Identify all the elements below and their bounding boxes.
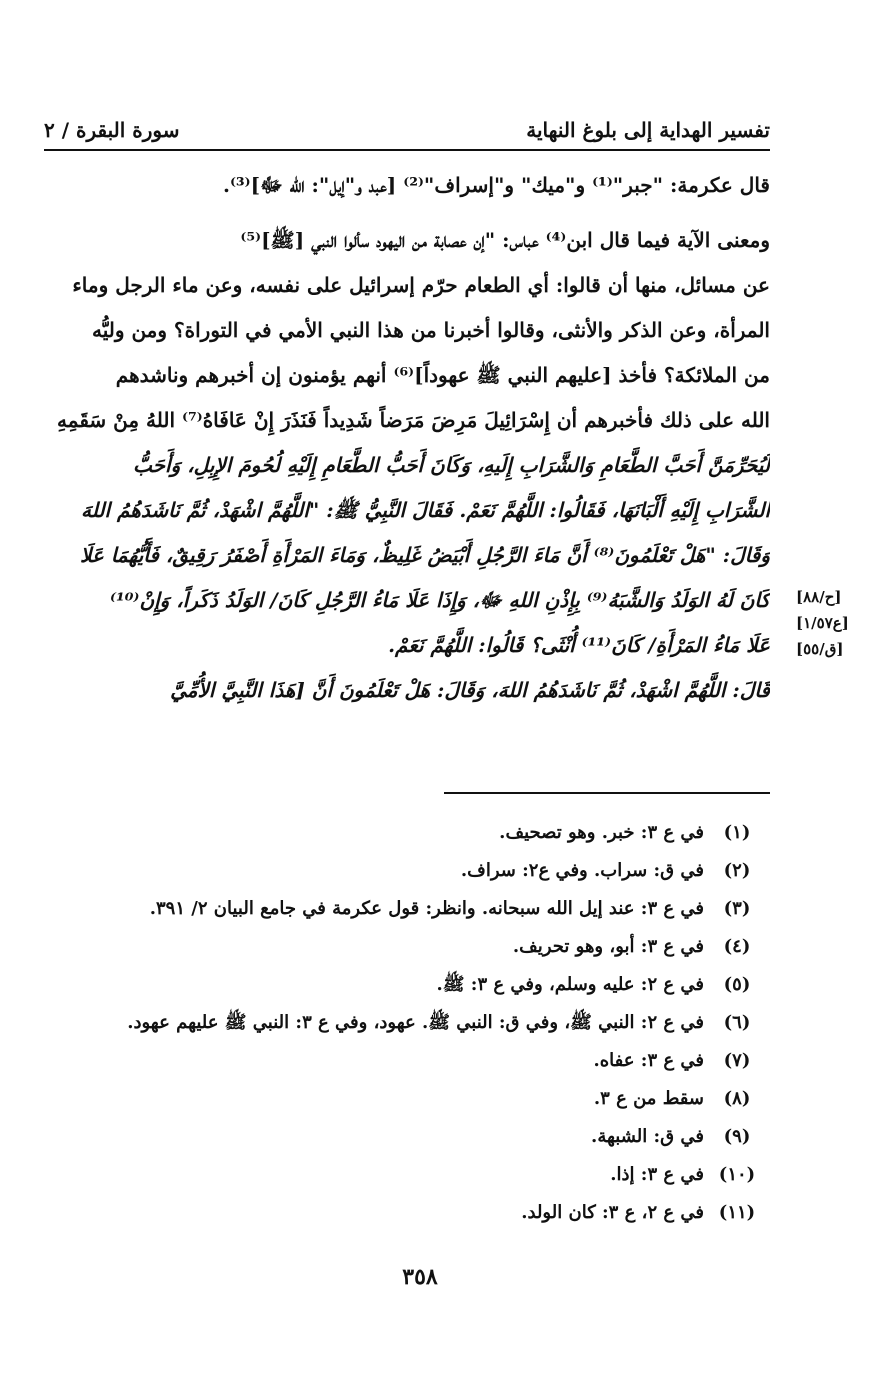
text-line: عن مسائل، منها أن قالوا: أي الطعام حرّم إسرائيل على نفسه، وعن ماء الرجل وماء [72,273,770,297]
book-title: تفسير الهداية إلى بلوغ النهاية [526,118,770,142]
text-line: لَيُحَرِّمَنَّ أَحَبَّ الطَّعَامِ وَالشَّرَابِ إِلَيهِ، وَكَانَ أَحَبُّ الطَّعَامِ إِلَيْهِ لُحُومَ الإِبِلِ، وَأَحَبُّ [133,453,770,477]
footnote-number: (١) [723,822,751,843]
text-line: الله على ذلك فأخبرهم أن إِسْرَائِيلَ مَرِضَ مَرَضاً شَدِيداً فَنَذَرَ إِنْ عَافَاهُ⁽⁷⁾ اللهُ مِنْ سَقَمِهِ [57,408,770,432]
footnote-text: سقط من ع ٣. [593,1088,704,1109]
text-line: كَانَ لَهُ الوَلَدُ وَالشَّبَهُ⁽⁹⁾ بِإِذْنِ اللهِ ﷻ، وَإِذَا عَلَا مَاءُ الرَّجُلِ كَانَ/ الوَلَدُ ذَكَراً، وَإِنْ⁽¹⁰⁾ [109,588,770,612]
manuscript-margin-notes [796,584,871,662]
margin-note: [ع١/٥٧] [796,614,849,632]
running-header [44,112,770,142]
footnote [60,966,770,1004]
footnote [60,890,770,928]
footnote-text: في ق: الشبهة. [591,1126,704,1147]
footnote-number: (١١) [718,1202,756,1223]
text-line: المرأة، وعن الذكر والأنثى، وقالوا أخبرنا من هذا النبي الأمي في التوراة؟ ومن وليُّه [91,318,770,342]
footnote-number: (٦) [723,1012,751,1033]
footnote-number: (١٠) [718,1164,756,1185]
footnote-number: (٥) [723,974,751,995]
text-line: قَالَ: اللَّهُمَّ اشْهَدْ، ثُمَّ نَاشَدَهُمُ اللهَ، وَقَالَ: هَلْ تَعْلَمُونَ أَنَّ [هَذَا النَّبِيَّ الأُمِّيَّ [170,678,770,702]
footnote-text: في ع ٣: عند إيل الله سبحانه. وانظر: قول عكرمة في جامع البيان ٢/ ٣٩١. [149,898,704,919]
main-text [18,163,770,713]
footnote-number: (٨) [723,1088,751,1109]
page-number: ٣٥٨ [402,1264,438,1290]
footnote-number: (٢) [723,860,751,881]
footnote-text: في ع ٢: عليه وسلم، وفي ع ٣: ﷺ. [436,974,704,995]
footnote-text: في ع ٣: أبو، وهو تحريف. [512,936,704,957]
text-line: من الملائكة؟ فأخذ [عليهم النبي ﷺ عهوداً]⁽⁶⁾ أنهم يؤمنون إن أخبرهم وناشدهم [115,363,770,387]
footnote-number: (٧) [723,1050,751,1071]
footnote [60,814,770,852]
footnotes [60,814,770,1232]
footnote-text: في ع ٣: إذا. [610,1164,704,1185]
footnote [60,1118,770,1156]
footnote-text: في ع ٣: خبر. وهو تصحيف. [499,822,704,843]
footnote [60,1156,770,1194]
footnote [60,928,770,966]
footnote [60,852,770,890]
surah-label: سورة البقرة / ٢ [44,118,180,142]
text-line: ومعنى الآية فيما قال ابن⁽⁴⁾ عباس: "إن عصابة من اليهود سألوا النبي [ﷺ]⁽⁵⁾ [240,228,770,252]
footnote [60,1042,770,1080]
footnote [60,1194,770,1232]
text-line: عَلَا مَاءُ المَرْأَةِ/ كَانَ⁽¹¹⁾ أُنْثَى؟ قَالُوا: اللَّهُمَّ نَعَمْ. [388,633,770,657]
footnote-number: (٤) [723,936,751,957]
margin-note: [ح/٨٨] [796,588,842,606]
text-line: الشَّرَابِ إِلَيْهِ أَلْبَانَهَا، فَقَالُوا: اللَّهُمَّ نَعَمْ. فَقَالَ النَّبِيُّ ﷺ: "اللَّهُمَّ اشْهَدْ، ثُمَّ نَاشَدَهُمُ اللهَ [81,498,770,522]
footnote-text: في ع ٢، ع ٣: كان الولد. [521,1202,704,1223]
text-line: قال عكرمة: "جبر"⁽¹⁾ و"ميك" و"إسراف"⁽²⁾ [عبد و"إيل": الله ﷻ]⁽³⁾. [222,173,770,197]
footnote-number: (٣) [723,898,751,919]
margin-note: [ق/٥٥] [796,640,844,658]
footnote [60,1004,770,1042]
footnote-rule [444,792,770,794]
text-line: وَقَالَ: "هَلْ تَعْلَمُونَ⁽⁸⁾ أَنَّ مَاءَ الرَّجُلِ أَبْيَضُ غَلِيظٌ، وَمَاءَ المَرْأَةِ أَصْفَرُ رَقِيقٌ، فَأَيُّهُمَا عَلَا [79,543,770,567]
footnote-number: (٩) [723,1126,751,1147]
footnote-text: في ع ٢: النبي ﷺ، وفي ق: النبي ﷺ. عهود، وفي ع ٣: النبي ﷺ عليهم عهود. [127,1012,704,1033]
footnote-text: في ع ٣: عفاه. [593,1050,704,1071]
footnote-text: في ق: سراب. وفي ع٢: سراف. [460,860,704,881]
header-rule [44,149,770,151]
footnote [60,1080,770,1118]
